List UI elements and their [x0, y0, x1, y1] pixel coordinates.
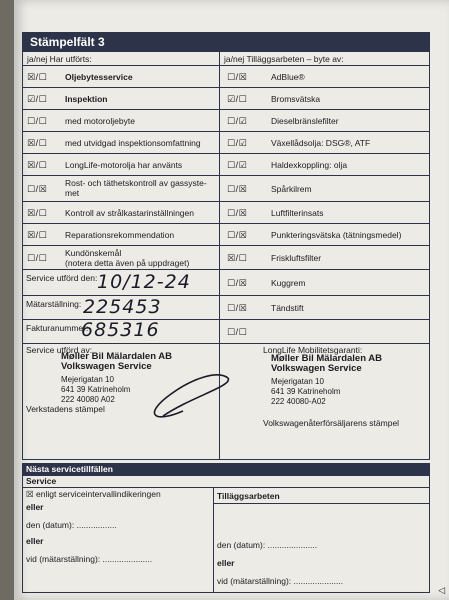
right-checkbox[interactable]: ☐/☑ [227, 160, 248, 170]
left-item-label: Kundönskemål (notera detta även på uppdraget) [65, 248, 190, 268]
service-by-label: Service utförd av: [26, 345, 93, 355]
left-item-label: med utvidgad inspektionsomfattning [65, 138, 201, 148]
right-item-label: Friskluftsfilter [271, 253, 322, 263]
checklist-row [23, 246, 429, 270]
checklist-row [23, 66, 429, 88]
page-turn-arrow-icon: ◁ [438, 585, 445, 595]
left-item-label: Oljebytesservice [65, 72, 133, 82]
right-checkbox[interactable]: ☐/☑ [227, 138, 248, 148]
left-checkbox[interactable]: ☒/☐ [27, 208, 48, 218]
left-checkbox[interactable]: ☒/☐ [27, 138, 48, 148]
right-checkbox[interactable]: ☑/☐ [227, 94, 248, 104]
next-service-title: Nästa servicetillfällen [22, 463, 430, 475]
right-checkbox[interactable]: ☐/☒ [227, 208, 248, 218]
checklist-row [23, 202, 429, 224]
right-item-label: Växellådsolja: DSG®, ATF [271, 138, 371, 148]
longlife-label: LongLife Mobilitetsgaranti: [263, 345, 363, 355]
checklist-row [23, 154, 429, 176]
vid-mat-right-field[interactable]: vid (mätarställning): ..................... [217, 576, 344, 586]
vid-mat-field[interactable]: vid (mätarställning): ..................... [26, 554, 153, 564]
eller-1: eller [26, 502, 44, 512]
invoice-number-label: Fakturanummer: [26, 323, 89, 333]
section-title: Stämpelfält 3 [22, 32, 430, 52]
invoice-number-row [23, 320, 429, 344]
checklist-row [23, 132, 429, 154]
right-checkbox[interactable]: ☐/☒ [227, 184, 248, 194]
right-item-label: Luftfilterinsats [271, 208, 324, 218]
right-item-label: Dieselbränslefilter [271, 116, 339, 126]
next-checkbox-label: enligt serviceintervallindikeringen [35, 489, 161, 499]
invoice-number-value[interactable]: 685316 [81, 319, 160, 341]
stamp-area [23, 344, 429, 459]
left-item-label: Inspektion [65, 94, 108, 104]
tillagg-label: Tilläggsarbeten [217, 491, 280, 501]
dealer-stamp: Møller Bil Mälardalen AB Volkswagen Service Mejerigatan 10 641 39 Katrineholm 222 40080-A02 [271, 353, 383, 406]
left-checkbox[interactable]: ☒/☐ [27, 230, 48, 240]
mileage-row [23, 296, 429, 320]
mileage-value[interactable]: 225453 [83, 296, 162, 318]
left-column-header: ja/nej Har utförts: [23, 52, 219, 66]
next-checkbox[interactable]: ☒ enligt serviceintervallindikeringen [26, 489, 161, 499]
left-checkbox[interactable]: ☒/☐ [27, 160, 48, 170]
eller-right: eller [217, 558, 235, 568]
right-checkbox[interactable]: ☐/☒ [227, 230, 248, 240]
left-checkbox[interactable]: ☐/☐ [27, 116, 48, 126]
right-checkbox[interactable]: ☐/☒ [227, 278, 248, 288]
right-item-label: AdBlue® [271, 72, 305, 82]
right-checkbox[interactable]: ☒/☐ [227, 253, 248, 263]
workshop-stamp: Møller Bil Mälardalen AB Volkswagen Service Mejerigatan 10 641 39 Katrineholm 222 40080 A02 [61, 351, 173, 404]
mileage-label: Mätarställning: [26, 299, 82, 309]
left-item-label: Rost- och täthetskontroll av gassyste- met [65, 178, 207, 198]
checklist-row [23, 88, 429, 110]
den-datum-field[interactable]: den (datum): ................. [26, 520, 117, 530]
den-datum-right-field[interactable]: den (datum): ..................... [217, 540, 318, 550]
service-date-label: Service utförd den: [26, 273, 98, 283]
left-checkbox[interactable]: ☒/☐ [27, 72, 48, 82]
service-date-value[interactable]: 10/12-24 [97, 271, 191, 293]
right-item-label: Punkteringsvätska (tätningsmedel) [271, 230, 402, 240]
checklist-row [23, 224, 429, 246]
signature-icon [123, 356, 233, 426]
left-item-label: Reparationsrekommendation [65, 230, 175, 240]
left-item-label: LongLife-motorolja har använts [65, 160, 183, 170]
right-item-label: Kuggrem [271, 278, 306, 288]
stamp-form [22, 52, 430, 460]
checklist-row [23, 110, 429, 132]
right-checkbox[interactable]: ☐/☐ [227, 327, 248, 337]
right-checkbox[interactable]: ☐/☒ [227, 303, 248, 313]
right-item-label: Tändstift [271, 303, 304, 313]
left-checkbox[interactable]: ☑/☐ [27, 94, 48, 104]
right-item-label: Bromsvätska [271, 94, 321, 104]
service-date-row [23, 270, 429, 296]
workshop-stamp-label: Verkstadens stämpel [26, 404, 105, 414]
eller-2: eller [26, 536, 44, 546]
next-service-label: Service [26, 476, 57, 486]
left-item-label: Kontroll av strålkastarinställningen [65, 208, 194, 218]
right-item-label: Haldexkoppling: olja [271, 160, 348, 170]
left-checkbox[interactable]: ☐/☐ [27, 253, 48, 263]
right-checkbox[interactable]: ☐/☑ [227, 116, 248, 126]
left-item-label: med motoroljebyte [65, 116, 135, 126]
next-service-box [22, 475, 430, 593]
checklist-row [23, 176, 429, 202]
right-checkbox[interactable]: ☐/☒ [227, 72, 248, 82]
left-checkbox[interactable]: ☐/☒ [27, 184, 48, 194]
dealer-stamp-label: Volkswagenåterförsäljarens stämpel [263, 418, 400, 428]
right-column-header: ja/nej Tilläggsarbeten – byte av: [219, 52, 429, 66]
right-item-label: Spårkilrem [271, 184, 312, 194]
